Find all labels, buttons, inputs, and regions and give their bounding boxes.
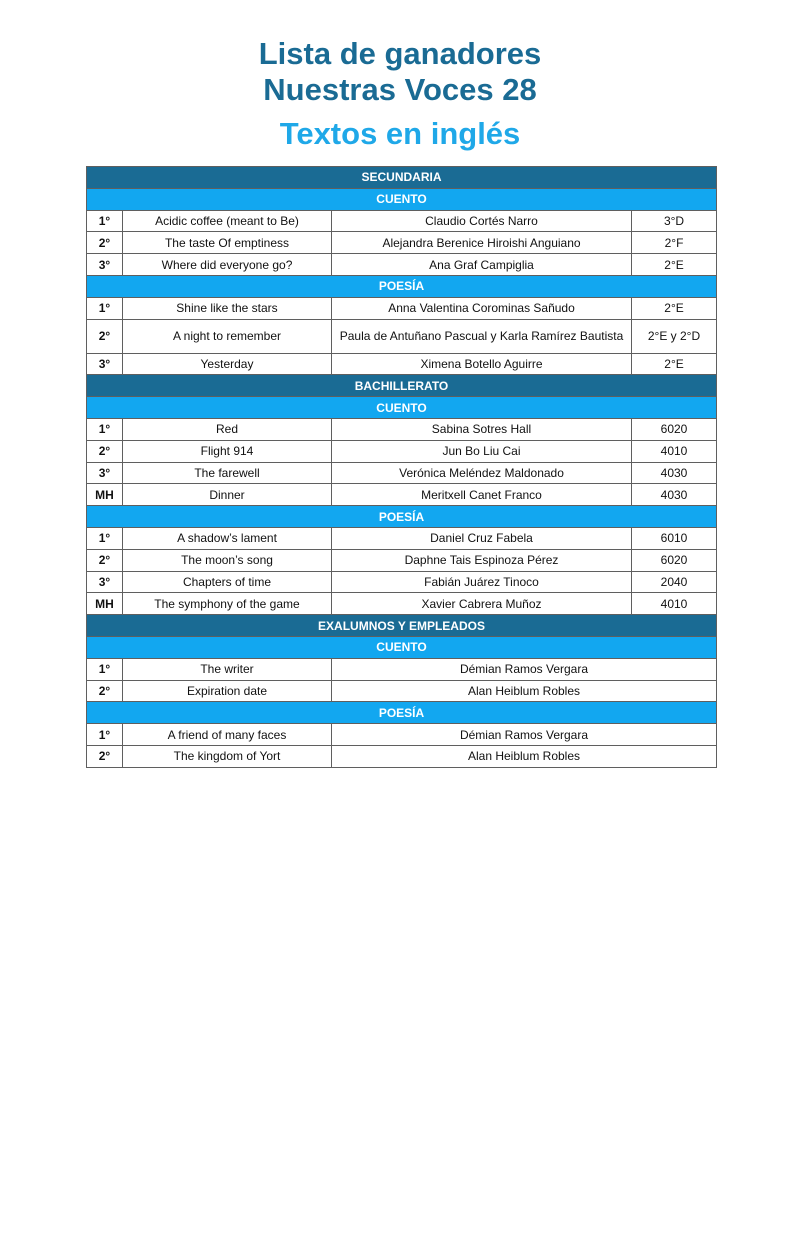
- place-cell: 2°: [87, 319, 123, 353]
- category-header-row: [87, 506, 717, 528]
- author-cell: Alan Heiblum Robles: [332, 680, 717, 702]
- winners-table-body: [87, 167, 717, 768]
- level-header: EXALUMNOS Y EMPLEADOS: [87, 615, 717, 637]
- author-cell: Fabián Juárez Tinoco: [332, 571, 632, 593]
- table-row: [87, 658, 717, 680]
- author-cell: Verónica Meléndez Maldonado: [332, 462, 632, 484]
- table-row: [87, 319, 717, 353]
- place-cell: MH: [87, 484, 123, 506]
- place-cell: 3°: [87, 353, 123, 375]
- author-cell: Ana Graf Campiglia: [332, 254, 632, 276]
- table-row: [87, 745, 717, 767]
- category-header: CUENTO: [87, 636, 717, 658]
- group-cell: 6010: [632, 527, 717, 549]
- title-cell: Where did everyone go?: [123, 254, 332, 276]
- author-cell: Xavier Cabrera Muñoz: [332, 593, 632, 615]
- table-row: [87, 440, 717, 462]
- category-header-row: [87, 397, 717, 419]
- title-block: [0, 0, 800, 152]
- author-cell: Paula de Antuñano Pascual y Karla Ramírez Bautista: [332, 319, 632, 353]
- group-cell: 4010: [632, 440, 717, 462]
- level-header: SECUNDARIA: [87, 167, 717, 189]
- title-cell: The farewell: [123, 462, 332, 484]
- category-header: CUENTO: [87, 397, 717, 419]
- table-row: [87, 353, 717, 375]
- table-row: [87, 593, 717, 615]
- place-cell: 1°: [87, 297, 123, 319]
- level-header-row: [87, 615, 717, 637]
- title-cell: Expiration date: [123, 680, 332, 702]
- title-cell: The writer: [123, 658, 332, 680]
- author-cell: Démian Ramos Vergara: [332, 724, 717, 746]
- page-title-line-1: Lista de ganadores: [258, 36, 542, 71]
- level-header: BACHILLERATO: [87, 375, 717, 397]
- page-subtitle: Textos en inglés: [279, 116, 521, 151]
- title-cell: Acidic coffee (meant to Be): [123, 210, 332, 232]
- table-row: [87, 232, 717, 254]
- table-row: [87, 418, 717, 440]
- group-cell: 2°E: [632, 297, 717, 319]
- group-cell: 6020: [632, 549, 717, 571]
- table-row: [87, 462, 717, 484]
- category-header-row: [87, 275, 717, 297]
- category-header: POESÍA: [87, 275, 717, 297]
- title-cell: The symphony of the game: [123, 593, 332, 615]
- place-cell: 3°: [87, 254, 123, 276]
- category-header: CUENTO: [87, 188, 717, 210]
- title-cell: A friend of many faces: [123, 724, 332, 746]
- table-row: [87, 724, 717, 746]
- title-cell: Chapters of time: [123, 571, 332, 593]
- level-header-row: [87, 375, 717, 397]
- title-cell: Flight 914: [123, 440, 332, 462]
- author-cell: Daphne Tais Espinoza Pérez: [332, 549, 632, 571]
- group-cell: 2°E y 2°D: [632, 319, 717, 353]
- table-row: [87, 571, 717, 593]
- place-cell: 1°: [87, 418, 123, 440]
- place-cell: 2°: [87, 232, 123, 254]
- place-cell: 1°: [87, 527, 123, 549]
- category-header: POESÍA: [87, 702, 717, 724]
- author-cell: Alan Heiblum Robles: [332, 745, 717, 767]
- level-header-row: [87, 167, 717, 189]
- group-cell: 4030: [632, 462, 717, 484]
- group-cell: 2°E: [632, 353, 717, 375]
- group-cell: 4030: [632, 484, 717, 506]
- title-cell: Shine like the stars: [123, 297, 332, 319]
- place-cell: 2°: [87, 745, 123, 767]
- place-cell: 3°: [87, 462, 123, 484]
- table-row: [87, 680, 717, 702]
- place-cell: 3°: [87, 571, 123, 593]
- title-cell: Red: [123, 418, 332, 440]
- title-cell: A night to remember: [123, 319, 332, 353]
- author-cell: Anna Valentina Corominas Sañudo: [332, 297, 632, 319]
- table-row: [87, 297, 717, 319]
- table-row: [87, 527, 717, 549]
- place-cell: MH: [87, 593, 123, 615]
- title-cell: Yesterday: [123, 353, 332, 375]
- author-cell: Démian Ramos Vergara: [332, 658, 717, 680]
- author-cell: Alejandra Berenice Hiroishi Anguiano: [332, 232, 632, 254]
- place-cell: 1°: [87, 210, 123, 232]
- category-header-row: [87, 188, 717, 210]
- author-cell: Daniel Cruz Fabela: [332, 527, 632, 549]
- title-cell: Dinner: [123, 484, 332, 506]
- category-header-row: [87, 702, 717, 724]
- group-cell: 4010: [632, 593, 717, 615]
- group-cell: 2°F: [632, 232, 717, 254]
- place-cell: 1°: [87, 658, 123, 680]
- group-cell: 2040: [632, 571, 717, 593]
- table-row: [87, 549, 717, 571]
- group-cell: 2°E: [632, 254, 717, 276]
- place-cell: 2°: [87, 440, 123, 462]
- table-row: [87, 210, 717, 232]
- table-row: [87, 484, 717, 506]
- group-cell: 3°D: [632, 210, 717, 232]
- title-cell: A shadow’s lament: [123, 527, 332, 549]
- table-row: [87, 254, 717, 276]
- author-cell: Claudio Cortés Narro: [332, 210, 632, 232]
- page-title-line-2: Nuestras Voces 28: [263, 72, 537, 107]
- place-cell: 1°: [87, 724, 123, 746]
- category-header-row: [87, 636, 717, 658]
- place-cell: 2°: [87, 549, 123, 571]
- author-cell: Sabina Sotres Hall: [332, 418, 632, 440]
- author-cell: Meritxell Canet Franco: [332, 484, 632, 506]
- group-cell: 6020: [632, 418, 717, 440]
- author-cell: Ximena Botello Aguirre: [332, 353, 632, 375]
- place-cell: 2°: [87, 680, 123, 702]
- title-cell: The taste Of emptiness: [123, 232, 332, 254]
- category-header: POESÍA: [87, 506, 717, 528]
- title-cell: The moon’s song: [123, 549, 332, 571]
- title-cell: The kingdom of Yort: [123, 745, 332, 767]
- author-cell: Jun Bo Liu Cai: [332, 440, 632, 462]
- winners-table: [86, 166, 717, 768]
